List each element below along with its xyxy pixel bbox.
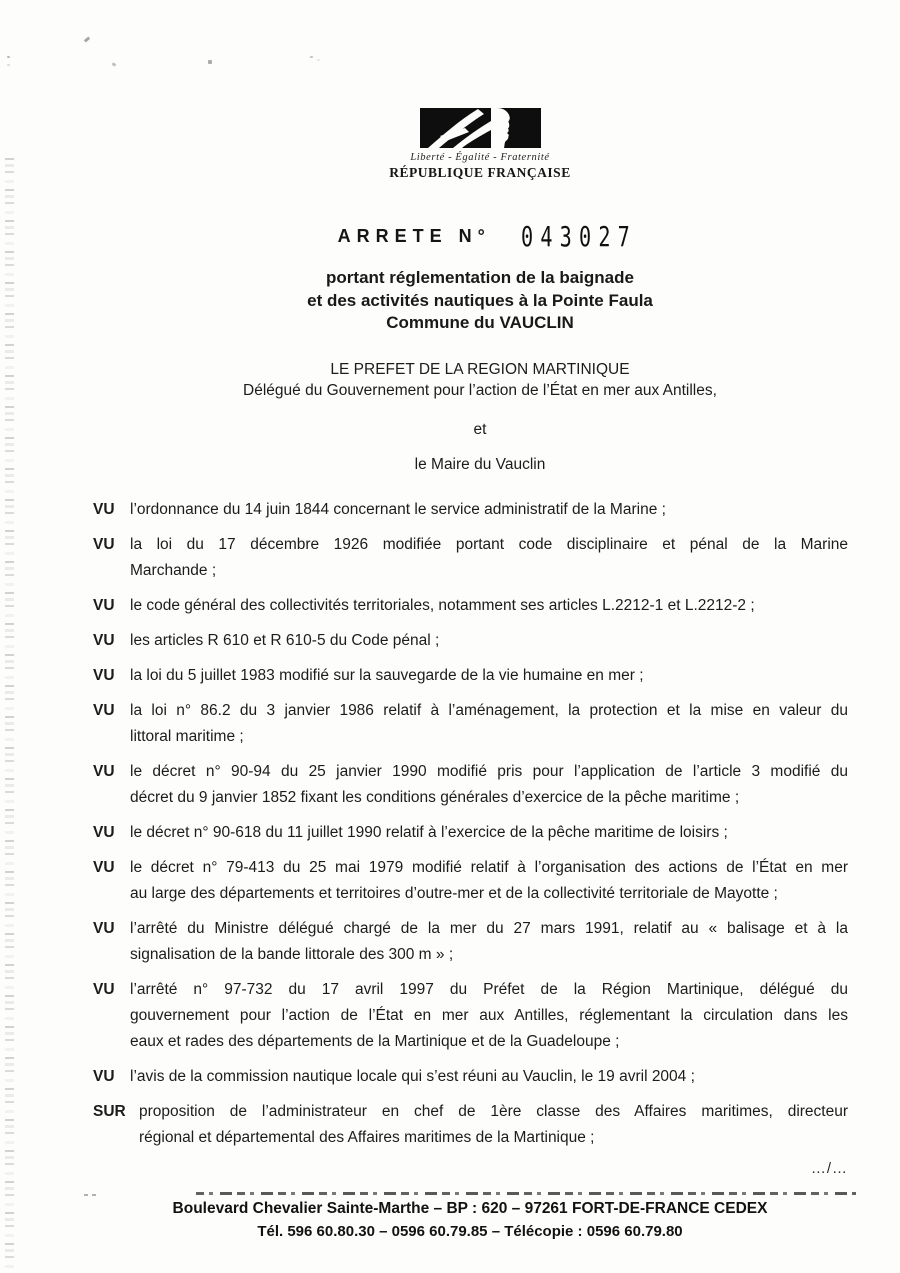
scan-speck	[208, 60, 212, 64]
recital-lines	[139, 1099, 848, 1151]
footer-phone: Tél. 596 60.80.30 – 0596 60.79.85 – Télécopie : 0596 60.79.80	[257, 1223, 683, 1240]
paragraph-line: au large des départements et territoires d’outre-mer et de la collectivité territoriale de Mayotte ;	[130, 885, 778, 902]
scan-speck	[310, 56, 313, 58]
recital-paragraph	[93, 759, 848, 811]
republic-title: RÉPUBLIQUE FRANÇAISE	[389, 165, 571, 180]
paragraph-line: décret du 9 janvier 1852 fixant les conditions générales d’exercice de la pêche maritime ;	[130, 789, 740, 806]
scan-speck	[7, 56, 10, 58]
delegate-line: Délégué du Gouvernement pour l’action de l’État en mer aux Antilles,	[243, 381, 717, 399]
recital-lines	[130, 916, 848, 968]
recital-lines	[130, 759, 848, 811]
decree-number-stamp: 043027	[521, 220, 638, 253]
recital-paragraph	[93, 820, 848, 846]
paragraph-line: le décret n° 90-618 du 11 juillet 1990 relatif à l’exercice de la pêche maritime de loisirs ;	[130, 824, 728, 841]
paragraph-line: la loi n° 86.2 du 3 janvier 1986 relatif à l’aménagement, la protection et la mise en valeur du	[130, 702, 848, 719]
recital-label: VU	[93, 501, 115, 518]
recital-paragraph	[93, 855, 848, 907]
footer-address: Boulevard Chevalier Sainte-Marthe – BP : 620 – 97261 FORT-DE-FRANCE CEDEX	[172, 1200, 768, 1217]
recital-paragraph	[93, 663, 848, 689]
recital-lines	[130, 628, 848, 654]
recital-label: VU	[93, 824, 115, 841]
recital-lines	[130, 497, 848, 523]
subtitle-line: et des activités nautiques à la Pointe Faula	[307, 290, 653, 310]
recital-lines	[130, 820, 848, 846]
paragraph-line: le code général des collectivités territoriales, notamment ses articles L.2212-1 et L.2212-2 ;	[130, 597, 755, 614]
prefect-line: LE PREFET DE LA REGION MARTINIQUE	[330, 360, 630, 378]
paragraph-line: l’arrêté du Ministre délégué chargé de la mer du 27 mars 1991, relatif au « balisage et à la	[130, 920, 848, 937]
recital-label: VU	[93, 859, 115, 876]
recital-lines	[130, 698, 848, 750]
paragraph-line: Marchande ;	[130, 562, 217, 579]
recital-lines	[130, 532, 848, 584]
recital-paragraph	[93, 977, 848, 1055]
subtitle-line: Commune du VAUCLIN	[386, 313, 574, 332]
paragraph-line: la loi du 17 décembre 1926 modifiée portant code disciplinaire et pénal de la Marine	[130, 536, 848, 553]
recitals	[93, 497, 848, 1177]
recital-paragraph	[93, 532, 848, 584]
footer-dashed-line	[196, 1192, 856, 1195]
document-header	[0, 108, 900, 474]
recital-paragraph	[93, 628, 848, 654]
recital-lines	[130, 855, 848, 907]
paragraph-line: la loi du 5 juillet 1983 modifié sur la sauvegarde de la vie humaine en mer ;	[130, 667, 644, 684]
decree-subtitle	[0, 267, 900, 335]
recital-label: VU	[93, 1068, 115, 1085]
recital-label: VU	[93, 597, 115, 614]
paragraph-line: eaux et rades des départements de la Martinique et de la Guadeloupe ;	[130, 1033, 620, 1050]
recital-lines	[130, 1064, 848, 1090]
subtitle-line: portant réglementation de la baignade	[326, 268, 634, 287]
scan-speck	[112, 62, 117, 67]
recital-label: VU	[93, 763, 115, 780]
recital-paragraph	[93, 1099, 848, 1151]
recital-lines	[130, 663, 848, 689]
marianne-flag-icon	[420, 108, 541, 148]
recital-label: VU	[93, 981, 115, 998]
decree-title	[30, 220, 900, 253]
decree-title-label: ARRETE N°	[337, 226, 491, 246]
paragraph-line: le décret n° 90-94 du 25 janvier 1990 modifié pris pour l’application de l’article 3 modifié du	[130, 763, 848, 780]
recital-paragraph	[93, 698, 848, 750]
republique-francaise-logo	[389, 108, 570, 181]
paragraph-line: le décret n° 79-413 du 25 mai 1979 modifié relatif à l’organisation des actions de l’État en mer	[130, 859, 848, 876]
conjunction-text: et	[473, 420, 487, 438]
motto-text: Liberté - Égalité - Fraternité	[410, 152, 550, 163]
paragraph-line: régional et départemental des Affaires maritimes de la Martinique ;	[139, 1129, 595, 1146]
issuing-authority	[0, 359, 900, 401]
recital-label: VU	[93, 920, 115, 937]
recital-paragraph	[93, 593, 848, 619]
recital-label: VU	[93, 536, 115, 553]
paragraph-line: signalisation de la bande littorale des 300 m » ;	[130, 946, 454, 963]
recital-lines	[130, 593, 848, 619]
continuation-mark: …/…	[810, 1160, 848, 1177]
paragraph-line: l’avis de la commission nautique locale qui s’est réuni au Vauclin, le 19 avril 2004 ;	[130, 1068, 695, 1085]
paragraph-line: les articles R 610 et R 610-5 du Code pénal ;	[130, 632, 440, 649]
recital-label: VU	[93, 667, 115, 684]
recital-label: VU	[93, 702, 115, 719]
recital-paragraph	[93, 916, 848, 968]
footer-dash-fragment	[84, 1194, 100, 1196]
paragraph-line: littoral maritime ;	[130, 728, 244, 745]
scan-speck	[84, 36, 91, 42]
recital-paragraph	[93, 1064, 848, 1090]
paragraph-line: proposition de l’administrateur en chef de 1ère classe des Affaires maritimes, directeur	[139, 1103, 848, 1120]
paragraph-line: l’arrêté n° 97-732 du 17 avril 1997 du Préfet de la Région Martinique, délégué du	[130, 981, 848, 998]
paragraph-line: l’ordonnance du 14 juin 1844 concernant le service administratif de la Marine ;	[130, 501, 666, 518]
paragraph-line: gouvernement pour l’action de l’État en mer aux Antilles, réglementant la circulation dans les	[130, 1007, 848, 1024]
recital-paragraph	[93, 497, 848, 523]
recital-label: VU	[93, 632, 115, 649]
mayor-line: le Maire du Vauclin	[414, 455, 546, 473]
recital-lines	[130, 977, 848, 1055]
recital-label: SUR	[93, 1103, 126, 1120]
